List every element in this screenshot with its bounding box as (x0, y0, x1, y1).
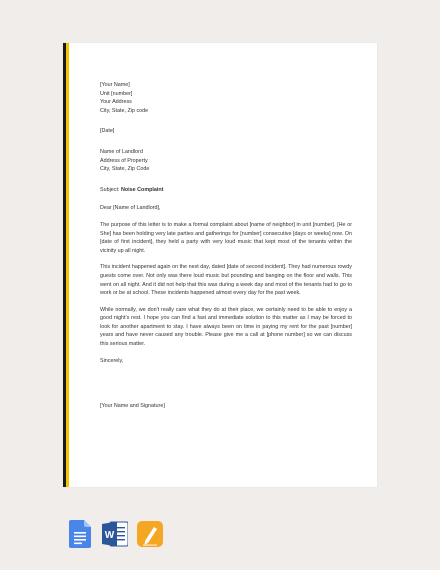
svg-text:W: W (104, 530, 115, 541)
google-docs-icon[interactable] (69, 520, 91, 548)
recipient-name: Name of Landlord (100, 148, 143, 155)
subject-label: Subject: (100, 186, 121, 193)
subject-line (100, 186, 352, 195)
sender-unit: Unit [number] (100, 90, 133, 97)
letter-date-block (100, 127, 352, 136)
accent-bar-yellow (66, 43, 69, 487)
paragraph-1: The purpose of this letter is to make a formal complaint about [name of neighbor] in unit [number]. [He or She] has been holding very late parties and gatherings for [number] consecutive [days or weeks] now. On [date of first incident], they held a party with very loud music that kept most of the tenants within the vicinity up all night. (100, 221, 352, 254)
apple-pages-icon[interactable] (137, 520, 163, 548)
paragraph-2: This incident happened again on the next day, dated [date of second incident]. They had numerous rowdy guests come over. Not only was there loud music but pounding and banging on the floor and walls. This went on all night. And it did not help that this was during a week day and most of the tenants had to go to work or be at school. These incidents happened almost every day for the past week. (100, 264, 352, 297)
subject-value: Noise Complaint (120, 186, 164, 193)
sender-city: City, State, Zip code (100, 107, 149, 114)
signature: [Your Name and Signature] (100, 403, 165, 410)
recipient-city: City, State, Zip Code (100, 166, 150, 173)
paragraph-3: While normally, we don't really care what they do at their place, we certainly need to be able to enjoy a good night's rest. I hope you can find a fast and immediate solution to this matter as I may be forced to look for another apartment to stay. I have always been on time in paying my rent for the past [number] years and have never caused any trouble. Please give me a call at [phone number] so we can discuss this serious matter. (100, 306, 352, 348)
letter-page (63, 43, 377, 487)
sender-street: Your Address (100, 99, 132, 106)
recipient-address (100, 148, 352, 174)
salutation: Dear [Name of Landlord], (100, 205, 161, 212)
letter-content (100, 81, 352, 419)
sender-address (100, 81, 352, 115)
letter-date: [Date] (100, 128, 115, 135)
app-format-toolbar (0, 520, 440, 550)
microsoft-word-icon[interactable] (102, 520, 128, 548)
recipient-property: Address of Property (100, 157, 148, 164)
sender-name: [Your Name] (100, 82, 130, 88)
closing: Sincerely, (100, 357, 124, 364)
